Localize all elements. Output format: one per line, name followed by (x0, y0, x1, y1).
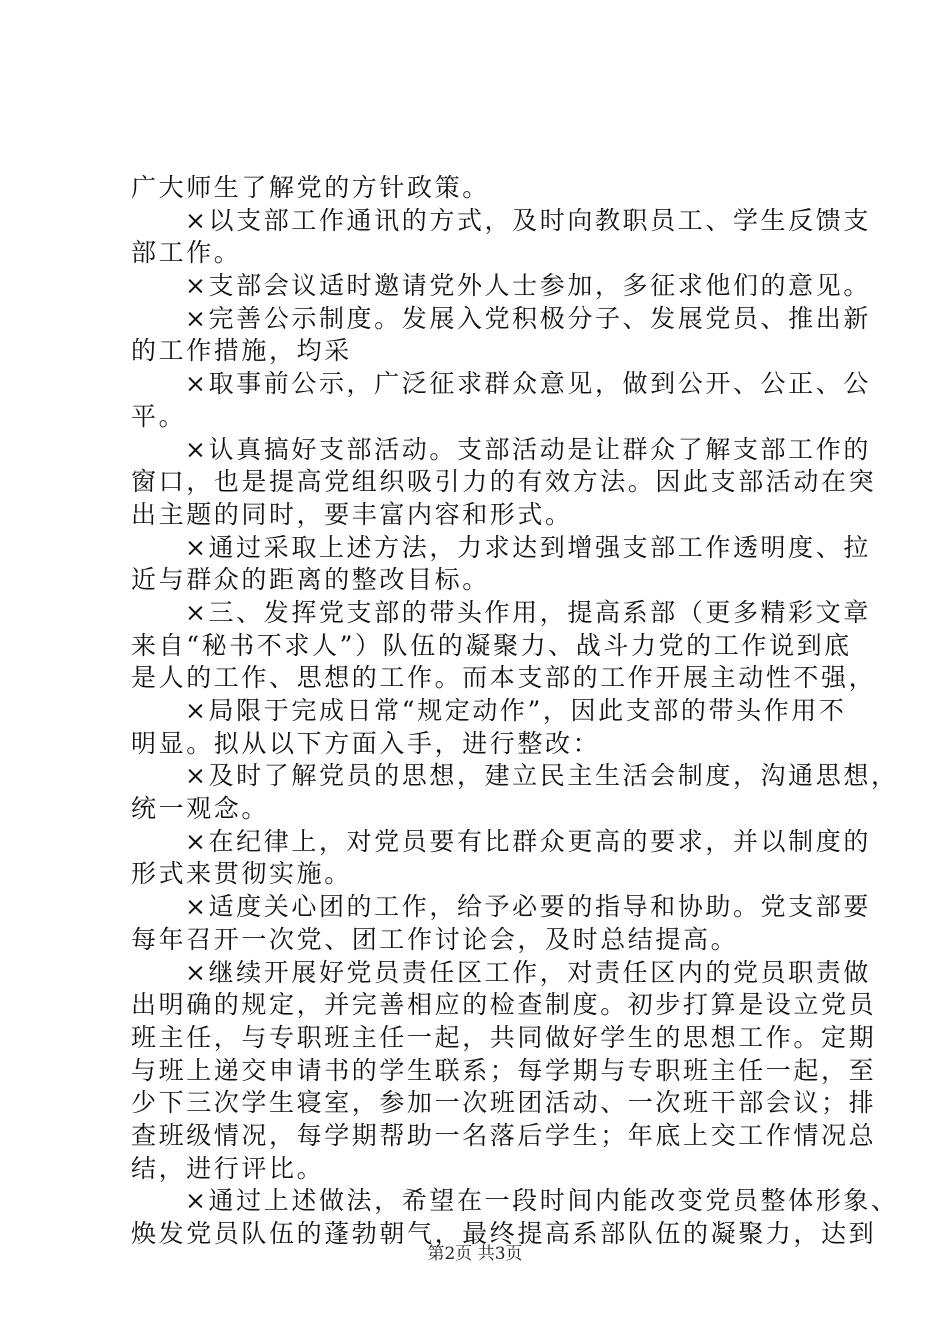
text-line: 近与群众的距离的整改目标。 (131, 565, 490, 595)
text-line: 出明确的规定，并完善相应的检查制度。初步打算是设立党员 (131, 990, 877, 1020)
text-line: 广大师生了解党的方针政策。 (131, 173, 490, 202)
page-footer: 第2页 共3页 (427, 1244, 523, 1264)
text-line: 部工作。 (131, 238, 242, 268)
text-line: ×适度关心团的工作，给予必要的指导和协助。党支部要 (185, 892, 871, 922)
text-line: ×取事前公示，广泛征求群众意见，做到公开、公正、公 (185, 369, 871, 399)
text-line: 明显。拟从以下方面入手，进行整改： (131, 728, 601, 758)
text-line: 是人的工作、思想的工作。而本支部的工作开展主动性不强， (131, 663, 877, 693)
text-line: 形式来贯彻实施。 (131, 859, 352, 889)
text-line: ×通过上述做法，希望在一段时间内能改变党员整体形象、 (185, 1186, 899, 1216)
document-body (131, 172, 899, 1251)
text-line: ×以支部工作通讯的方式，及时向教职员工、学生反馈支 (185, 205, 871, 235)
text-line: 少下三次学生寝室，参加一次班团活动、一次班干部会议；排 (131, 1088, 877, 1118)
text-line: 查班级情况，每学期帮助一名落后学生；年底上交工作情况总 (131, 1120, 877, 1150)
text-line: ×局限于完成日常“规定动作”，因此支部的带头作用不 (185, 696, 847, 725)
text-line: 来自“秘书不求人”）队伍的凝聚力、战斗力党的工作说到底 (131, 630, 852, 660)
text-line: 结，进行评比。 (131, 1153, 325, 1183)
text-line: 焕发党员队伍的蓬勃朝气，最终提高系部队伍的凝聚力，达到 (131, 1219, 877, 1248)
text-line: ×完善公示制度。发展入党积极分子、发展党员、推出新 (185, 303, 871, 333)
text-line: ×继续开展好党员责任区工作，对责任区内的党员职责做 (185, 957, 871, 987)
text-line: ×认真搞好支部活动。支部活动是让群众了解支部工作的 (185, 434, 871, 464)
text-line: ×在纪律上，对党员要有比群众更高的要求，并以制度的 (185, 826, 871, 856)
text-line: 与班上递交申请书的学生联系；每学期与专职班主任一起，至 (131, 1055, 877, 1085)
text-line: 平。 (131, 401, 187, 431)
text-line: 每年召开一次党、团工作讨论会，及时总结提高。 (131, 924, 739, 954)
text-line: ×通过采取上述方法，力求达到增强支部工作透明度、拉 (185, 532, 871, 562)
text-line: ×三、发挥党支部的带头作用，提高系部（更多精彩文章 (185, 597, 871, 627)
text-line: 班主任，与专职班主任一起，共同做好学生的思想工作。定期 (131, 1022, 877, 1052)
text-line: 出主题的同时，要丰富内容和形式。 (131, 499, 573, 529)
text-line: 统一观念。 (131, 794, 270, 824)
text-line: ×支部会议适时邀请党外人士参加，多征求他们的意见。 (185, 271, 871, 301)
text-line: 窗口，也是提高党组织吸引力的有效方法。因此支部活动在突 (131, 467, 877, 497)
text-line: 的工作措施，均采 (131, 336, 352, 366)
text-line: ×及时了解党员的思想，建立民主生活会制度，沟通思想， (185, 761, 899, 791)
